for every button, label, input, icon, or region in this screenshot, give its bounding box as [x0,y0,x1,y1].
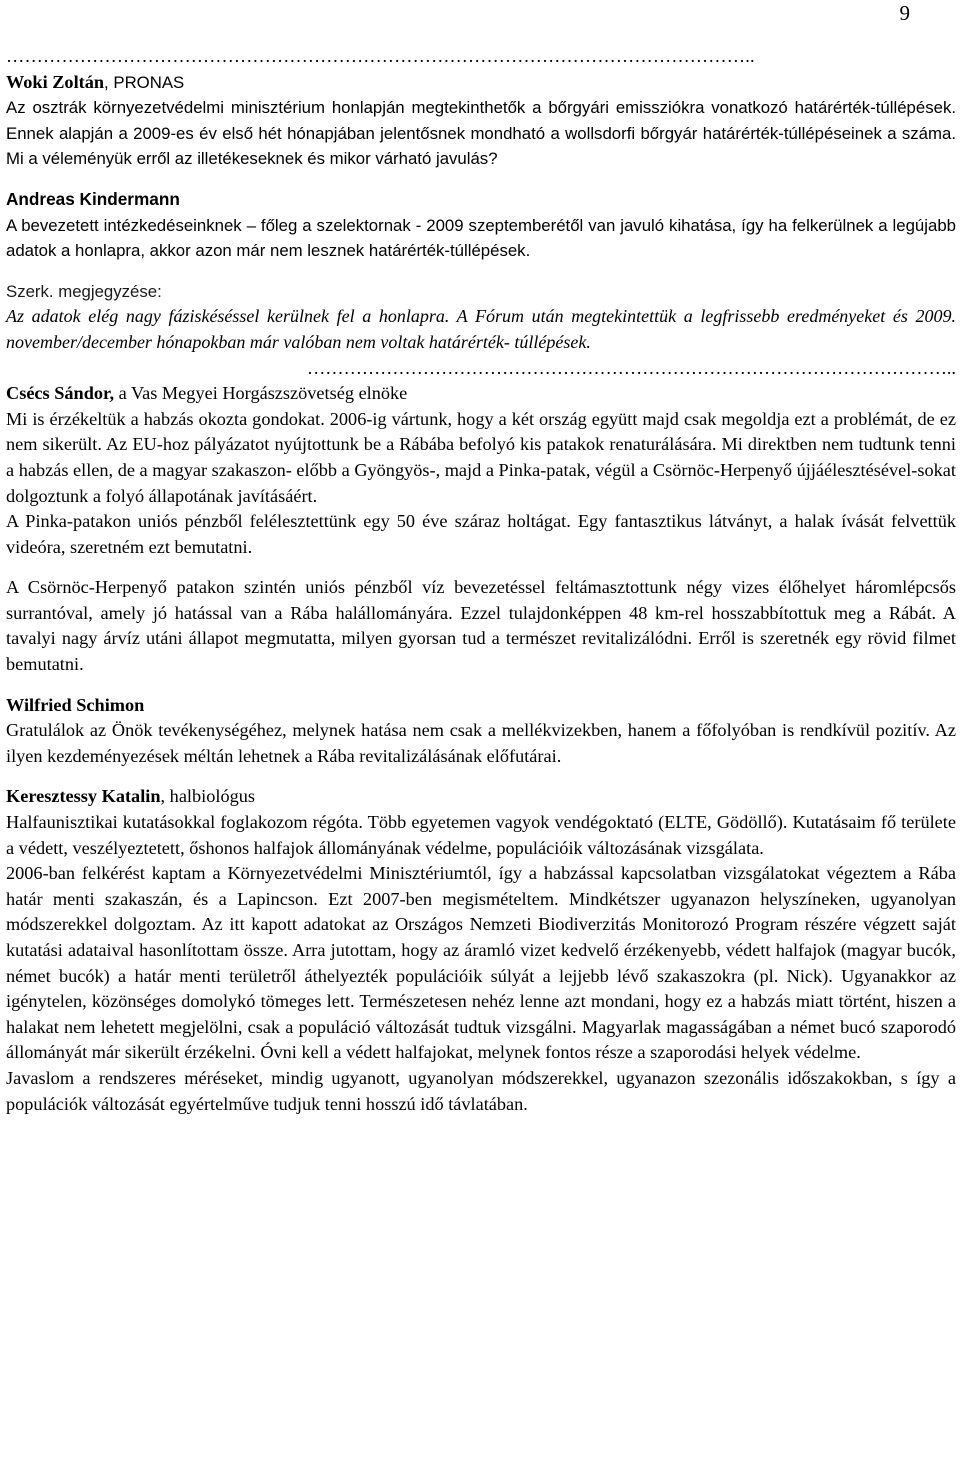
paragraph-csecs-1: Mi is érzékeltük a habzás okozta gondokat. 2006-ig vártunk, hogy a két ország együtt majd csak megoldja ezt a problémát, de ez nem sikerült. Az EU-hoz pályázatot nyújtottunk be a Rábába befolyó kis patakok renaturálására. Mi direktben nem tudtunk tenni a habzás ellen, de a magyar szakaszon- előbb a Gyöngyös-, majd a Pinka-patak, végül a Csörnöc-Herpenyő újjáélesztésével-sokat dolgoztunk a folyó állapotának javításáért. [6,408,956,506]
speaker-name-schimon: Wilfried Schimon [6,694,145,715]
speaker-name-kindermann: Andreas Kindermann [6,188,180,209]
question-text-woki: Az osztrák környezetvédelmi minisztérium honlapján megtekinthetők a bőrgyári emissziókra vonatkozó határérték-túllépések. Ennek alapján a 2009-es év első hét hónapjában jelentősnek mondható a wollsdorfi bőrgyár határérték-túllépéseinek a száma. Mi a véleményük erről az illetékeseknek és mikor várható javulás? [6,98,956,169]
paragraph-keresztessy-1: Halfaunisztikai kutatásokkal foglakozom régóta. Több egyetemen vagyok vendégoktató (ELTE, Gödöllő). Kutatásaim fő területe a védett, veszélyeztetett, őshonos halfajok állományának védelme, populációik változásának vizsgálata. [6,812,956,858]
speaker-heading-keresztessy [6,784,956,810]
editor-note-heading [6,279,956,305]
page-number: 9 [899,1,910,25]
answer-text-kindermann: A bevezetett intézkedéseinknek – főleg a szelektornak - 2009 szeptemberétől van javuló kihatása, így ha felkerülnek a legújabb adatok a honlapra, akkor azon már nem lesznek határérték-túllépések. [6,215,956,261]
speaker-heading-woki [6,70,956,96]
separator-dots-top: ………………………………………………………………………………………………………….. [6,46,755,66]
paragraph-csecs-3: A Csörnöc-Herpenyő patakon szintén uniós pénzből víz bevezetéssel feltámasztottunk négy vizes élőhelyet háromlépcsős surrantóval, amely jó hatással van a Rába halállományára. Ezzel tulajdonképpen 48 km-rel hosszabbítottuk meg a Rábát. A tavalyi nagy árvíz utáni állapot megmutatta, milyen gyorsan tud a természet revitalizálódni. Erről is szeretnék egy rövid filmet bemutatni. [6,577,956,675]
page-content [6,44,956,1117]
separator-dots-middle: …………………………………………………………………………………………….. [307,357,956,378]
paragraph-keresztessy-2: 2006-ban felkérést kaptam a Környezetvédelmi Minisztériumtól, így a habzással kapcsolatban vizsgálatokat végeztem a Rába határ menti szakaszán, és a Lapincson. Ezt 2007-ben megismételtem. Mindkétszer ugyanazon helyszíneken, ugyanolyan módszerekkel dolgoztam. Az itt kapott adatokat az Országos Nemzeti Biodiverzitás Monitorozó Program részére végzett saját kutatási adataival hasonlítottam össze. Arra jutottam, hogy az áramló vizet kedvelő érzékenyebb, védett halfajok (magyar bucók, német bucók) a határ menti területről áthelyezték populációik súlyát a lejjebb lévő szakaszokra (pl. Nick). Ugyanakkor az igénytelen, közönséges domolykó tömeges lett. Természetesen nehéz lenne azt mondani, hogy ez a habzás miatt történt, hiszen a halakat nem lehetett megjelölni, csak a populáció változását tudtuk vizsgálni. Magyarlak magasságában a német bucó szaporodó állományát már sikerült érzékelni. Óvni kell a védett halfajokat, melynek fontos része a szaporodási helyek védelme. [6,863,956,1063]
paragraph-keresztessy-3: Javaslom a rendszeres méréseket, mindig ugyanott, ugyanolyan módszerekkel, ugyanazon szezonális időszakokban, s így a populációk változását egyértelműve tudjuk tenni hosszú idő távlatában. [6,1067,956,1114]
speaker-affiliation-woki: , PRONAS [104,72,185,92]
editor-note-label: Szerk. megjegyzése: [6,281,162,301]
paragraph-csecs-2: A Pinka-patakon uniós pénzből felélesztettünk egy 50 éve száraz holtágat. Egy fantasztikus látványt, a halak ívását felvettük videóra, szeretném ezt bemutatni. [6,511,956,557]
speaker-affiliation-keresztessy: , halbiológus [160,786,255,807]
paragraph-schimon: Gratulálok az Önök tevékenységéhez, melynek hatása nem csak a mellékvizekben, hanem a főfolyóban is rendkívül pozitív. Az ilyen kezdeményezések méltán lehetnek a Rába revitalizálásának előfutárai. [6,720,956,766]
speaker-name-csecs: Csécs Sándor, [6,383,115,404]
speaker-heading-schimon [6,693,956,719]
speaker-heading-kindermann [6,187,956,213]
speaker-name-keresztessy: Keresztessy Katalin [6,786,161,807]
editor-note-text: Az adatok elég nagy fáziskéséssel kerülnek fel a honlapra. A Fórum után megtekintettük a legfrissebb eredményeket és 2009. november/december hónapokban már valóban nem voltak határérték- túllépések. [6,306,956,352]
speaker-name-woki: Woki Zoltán [6,71,105,92]
speaker-heading-csecs [6,381,956,407]
speaker-affiliation-csecs: a Vas Megyei Horgászszövetség elnöke [114,383,408,404]
